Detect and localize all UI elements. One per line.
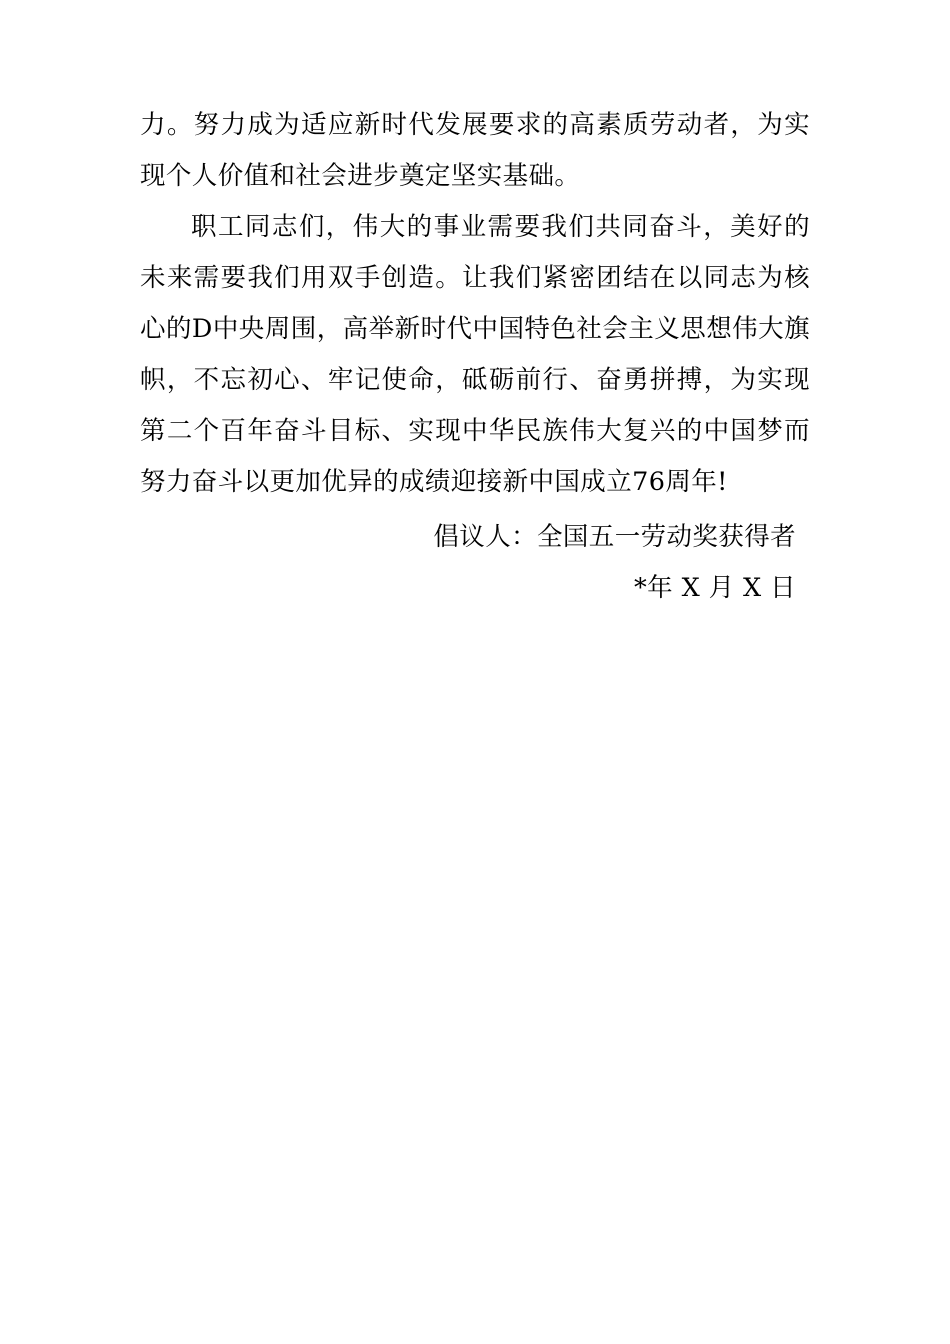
signature-proposer: 倡议人：全国五一劳动奖获得者 <box>433 522 796 552</box>
paragraph-closing: 职工同志们，伟大的事业需要我们共同奋斗，美好的未来需要我们用双手创造。让我们紧密团结在以同志为核心的D中央周围，高举新时代中国特色社会主义思想伟大旗帜，不忘初心、牢记使命，砥砺前行、奋勇拼搏，为实现第二个百年奋斗目标、实现中华民族伟大复兴的中国梦而努力奋斗以更加优异的成绩迎接新中国成立76周年! <box>140 212 810 497</box>
signature-block <box>140 512 810 614</box>
signature-date: *年 X 月 X 日 <box>634 573 796 603</box>
document-body <box>140 100 810 614</box>
paragraph-continued: 力。努力成为适应新时代发展要求的高素质劳动者，为实现个人价值和社会进步奠定坚实基础。 <box>140 110 810 191</box>
